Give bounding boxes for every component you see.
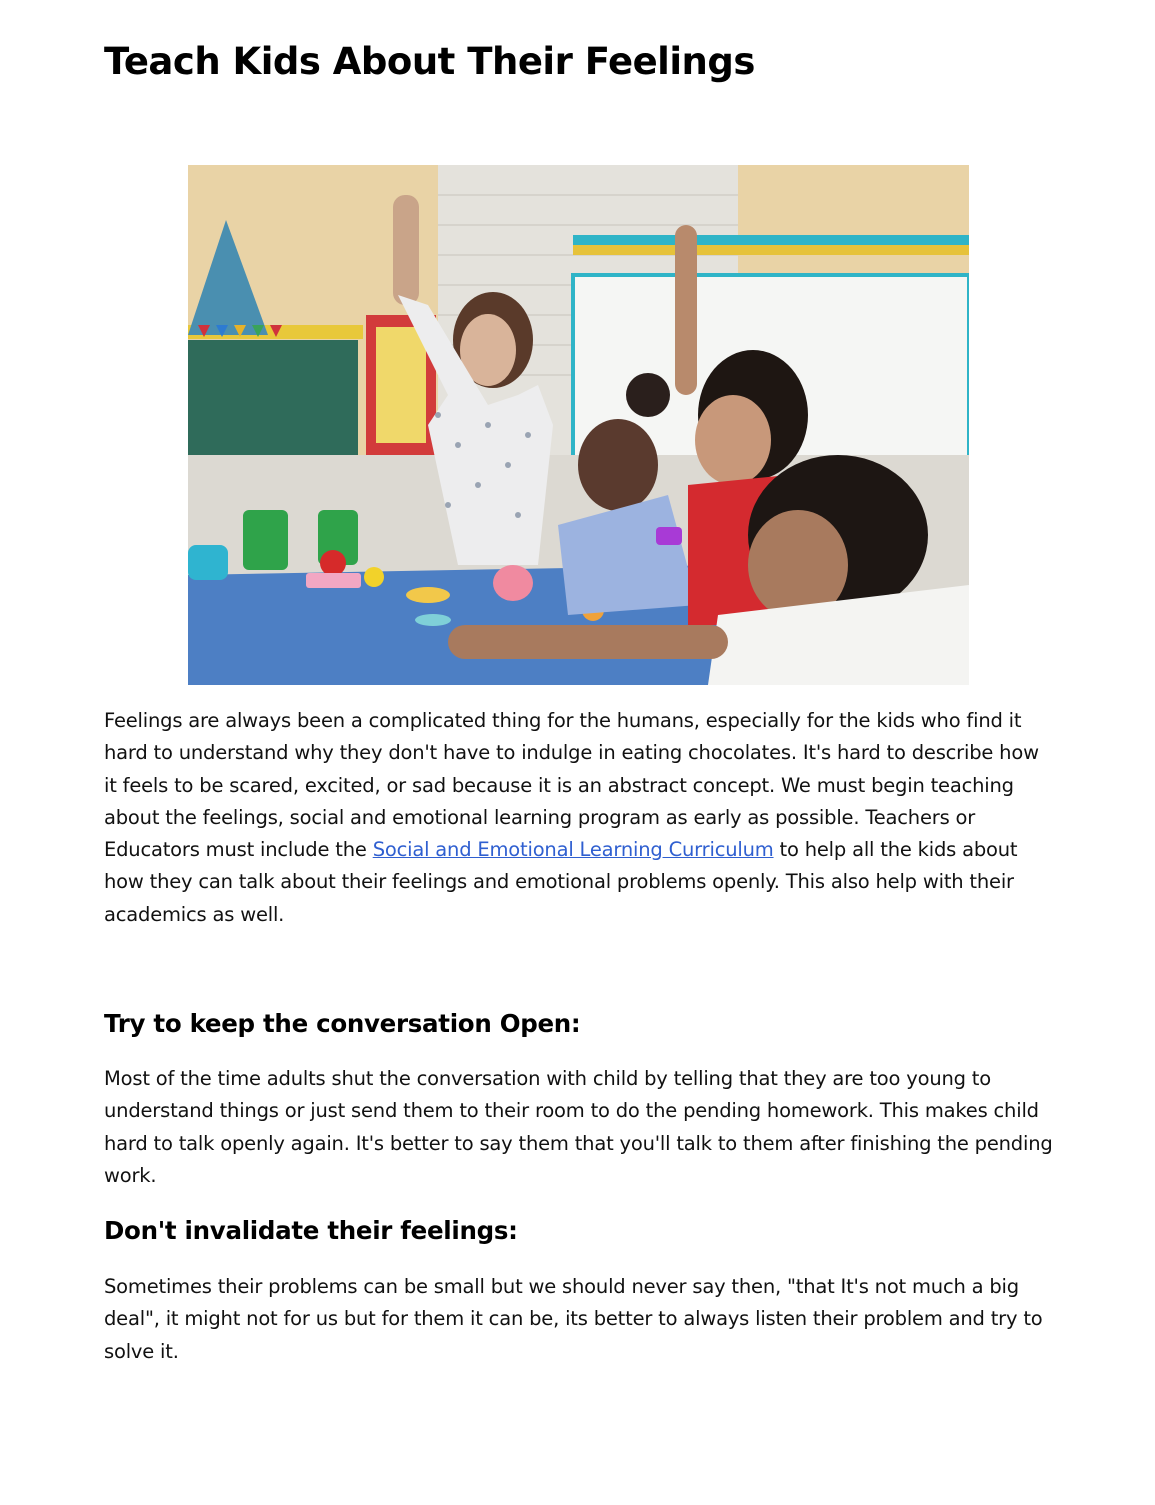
section-body-open-conversation: Most of the time adults shut the conversation with child by telling that they are too young to understand things or just send them to their room to do the pending homework. This makes child hard to talk openly again. It's better to say them that you'll talk to them after finishing the pending work. (104, 1067, 1053, 1187)
intro-paragraph (104, 705, 1054, 931)
intro-text-before-link: Feelings are always been a complicated thing for the humans, especially for the kids who find it hard to understand why they don't have to indulge in eating chocolates. It's hard to describe how it feels to be scared, excited, or sad because it is an abstract concept. We must begin teaching about the feelings, social and emotional learning program as early as possible. Teachers or Educators must include the (104, 709, 1039, 862)
section-body-dont-invalidate: Sometimes their problems can be small but we should never say then, "that It's not much a big deal", it might not for us but for them it can be, its better to always listen their problem and try to solve it. (104, 1275, 1043, 1363)
sel-curriculum-link[interactable]: Social and Emotional Learning Curriculum (372, 838, 774, 862)
page-title: Teach Kids About Their Feelings (104, 40, 755, 83)
classroom-photo (188, 165, 969, 685)
section-heading-dont-invalidate: Don't invalidate their feelings: (104, 1216, 518, 1245)
intro-text-after-link: to help all the kids about how they can talk about their feelings and emotional problems openly. This also help with their academics as well. (104, 838, 1018, 926)
section-heading-open-conversation: Try to keep the conversation Open: (104, 1009, 581, 1038)
